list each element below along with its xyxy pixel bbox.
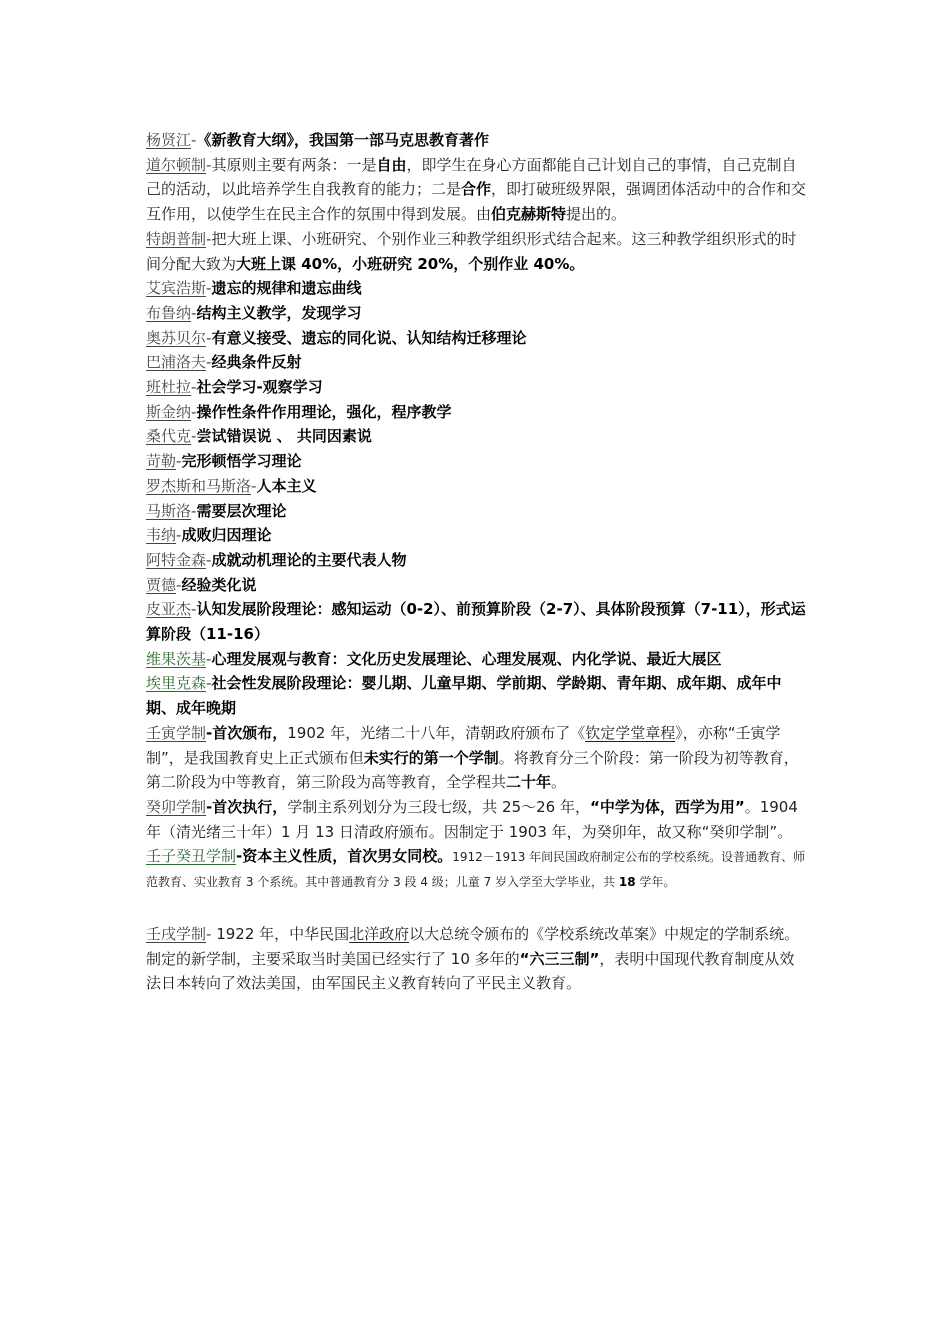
entry-bold: 认知发展阶段理论：感知运动（0-2）、前预算阶段（2-7）、具体阶段预算（7-11），形式运算阶段（11-16） [146, 600, 806, 644]
entry-sep: - [206, 279, 212, 298]
entry-weiner [146, 523, 808, 548]
entry-bruner [146, 301, 808, 326]
entry-bold: 《新教育大纲》，我国第一部马克思教育著作 [196, 131, 489, 149]
entry-maslow [146, 499, 808, 524]
entry-rogers-maslow [146, 474, 808, 499]
entry-name: 艾宾浩斯 [146, 279, 207, 298]
entry-name: 壬子癸丑学制 [146, 847, 237, 866]
entry-ausubel [146, 326, 808, 351]
entry-bold: 经验类化说 [181, 575, 257, 594]
entry-underlined: 北洋政府 [349, 924, 410, 943]
entry-text: 学年。 [635, 875, 676, 890]
entry-sep: - [191, 402, 197, 421]
entry-name: 皮亚杰 [146, 600, 192, 619]
entry-name: 贾德 [146, 575, 177, 594]
entry-skinner [146, 400, 808, 425]
entry-bold: 大班上课 40%，小班研究 20%，个别作业 40%。 [236, 254, 585, 273]
entry-bold: 心理发展观与教育：文化历史发展理论、心理发展观、内化学说、最近大展区 [211, 649, 722, 668]
entry-text: ，即打破班级界限，强调团体活动中的合作和交互作用，以使学生在民主合作的氛围中得到发展。由 [146, 180, 807, 224]
entry-sep: - [176, 526, 182, 545]
entry-underlined: 钦定学堂章程 [585, 723, 676, 742]
entry-name: 阿特金森 [146, 550, 207, 569]
entry-sep: - [206, 924, 212, 943]
entry-bold: 尝试错误说 、 共同因素说 [196, 427, 372, 446]
entry-text: 。1904 年（清光绪三十年）1 月 13 日清政府颁布。因制定于 1903 年，为癸卯年，故又称“癸卯学制”。 [146, 797, 798, 841]
entry-bold: 有意义接受、遗忘的同化说、认知结构迁移理论 [211, 328, 527, 347]
entry-sep: - [206, 649, 212, 668]
entry-text: 以大总统令颁布的《学校系统改革案》中规定的学制系统。制定的新学制，主要采取当时美国已经实行了 10 多年的 [146, 924, 800, 968]
entry-sep: - [206, 723, 213, 742]
entry-bold: 首次执行， [212, 797, 288, 816]
entry-thorndike [146, 424, 808, 449]
entry-text: 1922 年，中华民国 [211, 924, 350, 943]
entry-sep: - [191, 501, 197, 520]
entry-name: 巴浦洛夫 [146, 353, 207, 372]
entry-name: 杨贤江 [146, 131, 192, 149]
entry-bandura [146, 375, 808, 400]
entry-trump-plan [146, 227, 808, 276]
entry-name: 苛勒 [146, 452, 177, 471]
entry-bold: 18 [618, 875, 636, 890]
entry-sep: - [206, 328, 212, 347]
entry-sep: - [206, 155, 212, 174]
entry-text: 提出的。 [566, 205, 627, 224]
entry-bold: 成就动机理论的主要代表人物 [211, 550, 407, 569]
entry-text: 。 [551, 773, 567, 792]
entry-name: 斯金纳 [146, 402, 192, 421]
entry-text: 把大班上课、小班研究、个别作业三种教学组织形式结合起来。这三种教学组织形式的时间分配大致为 [146, 229, 797, 273]
entry-bold: 未实行的第一个学制 [363, 748, 499, 767]
entry-text: 学制主系列划分为三段七级，共 25～26 年， [287, 797, 590, 816]
entry-bold: 需要层次理论 [196, 501, 287, 520]
entry-sep: - [176, 452, 182, 471]
entry-sep: - [191, 131, 197, 149]
entry-kohler [146, 449, 808, 474]
entry-renzi-guichou-school-system [146, 844, 808, 893]
entry-renyin-school-system [146, 721, 808, 795]
entry-bold: 操作性条件作用理论，强化，程序教学 [196, 402, 452, 421]
entry-sep: - [191, 303, 197, 322]
entry-name: 奥苏贝尔 [146, 328, 207, 347]
entry-name: 壬戌学制 [146, 924, 207, 943]
entry-guimao-school-system [146, 795, 808, 844]
entry-sep: - [191, 600, 197, 619]
entry-ebbinghaus [146, 276, 808, 301]
entry-sep: - [251, 476, 257, 495]
entry-text: ，即学生在身心方面都能自己计划自己的事情，自己克制自己的活动，以此培养学生自我教育的能力；二是 [146, 155, 797, 199]
entry-piaget [146, 597, 808, 646]
entry-bold: 伯克赫斯特 [491, 205, 567, 224]
entry-judd [146, 573, 808, 598]
entry-sep: - [206, 353, 212, 372]
entry-name: 埃里克森 [146, 674, 207, 693]
entry-bold: 合作 [461, 180, 492, 199]
entry-erikson [146, 671, 808, 720]
entry-renxu-school-system [146, 922, 808, 996]
entry-bold: 社会学习-观察学习 [196, 378, 323, 397]
entry-bold: 二十年 [506, 773, 552, 792]
entry-text: 。将教育分三个阶段：第一阶段为初等教育，第二阶段为中等教育，第三阶段为高等教育，全学程共 [146, 748, 799, 792]
entry-sep: - [206, 674, 212, 693]
entry-name: 班杜拉 [146, 378, 192, 397]
entry-name: 道尔顿制 [146, 155, 207, 174]
entry-bold: 经典条件反射 [211, 353, 302, 372]
entry-bold: 人本主义 [256, 476, 317, 495]
entry-name: 罗杰斯和马斯洛 [146, 476, 252, 495]
entry-bold: 成败归因理论 [181, 526, 272, 545]
entry-name: 维果茨基 [146, 649, 207, 668]
entry-bold: 首次颁布， [212, 723, 288, 742]
paragraph-gap [146, 894, 808, 922]
entry-bold: 结构主义教学，发现学习 [196, 303, 362, 322]
entry-bold: 自由 [376, 155, 407, 174]
entry-text: 》，亦称“壬寅学制”，是我国教育史上正式颁布但 [146, 723, 781, 767]
entry-name: 马斯洛 [146, 501, 192, 520]
entry-text: ，表明中国现代教育制度从效法日本转向了效法美国，由军国民主义教育转向了平民主义教育。 [146, 949, 795, 993]
entry-sep: - [236, 847, 243, 866]
entry-pavlov [146, 350, 808, 375]
entry-name: 桑代克 [146, 427, 192, 446]
entry-bold: 社会性发展阶段理论：婴儿期、儿童早期、学前期、学龄期、青年期、成年期、成年中期、成年晚期 [146, 674, 782, 718]
entry-yang-xianjiang [146, 128, 808, 153]
entry-name: 韦纳 [146, 526, 177, 545]
entry-dalton-plan [146, 153, 808, 227]
entry-bold: “六三三制” [519, 949, 600, 968]
entry-name: 布鲁纳 [146, 303, 192, 322]
entry-sep: - [191, 427, 197, 446]
document-page [146, 128, 808, 996]
entry-vygotsky [146, 647, 808, 672]
entry-text: 1912－1913 年间民国政府制定公布的学校系统。设普通教育、师范教育、实业教育 3 个系统。其中普通教育分 3 段 4 级；儿童 7 岁入学至大学毕业，共 [146, 850, 806, 890]
entry-bold: 资本主义性质，首次男女同校。 [242, 847, 453, 866]
entry-atkinson [146, 548, 808, 573]
entry-sep: - [206, 550, 212, 569]
entry-name: 特朗普制 [146, 229, 207, 248]
entry-name: 癸卯学制 [146, 797, 207, 816]
entry-text: 1902 年，光绪二十八年，清朝政府颁布了《 [287, 723, 586, 742]
entry-bold: 遗忘的规律和遗忘曲线 [211, 279, 362, 298]
entry-sep: - [176, 575, 182, 594]
entry-sep: - [191, 378, 197, 397]
entry-bold: 完形顿悟学习理论 [181, 452, 302, 471]
entry-text: 其原则主要有两条：一是 [211, 155, 377, 174]
entry-name: 壬寅学制 [146, 723, 207, 742]
entry-sep: - [206, 797, 213, 816]
entry-bold: “中学为体，西学为用” [589, 797, 745, 816]
entry-sep: - [206, 229, 212, 248]
